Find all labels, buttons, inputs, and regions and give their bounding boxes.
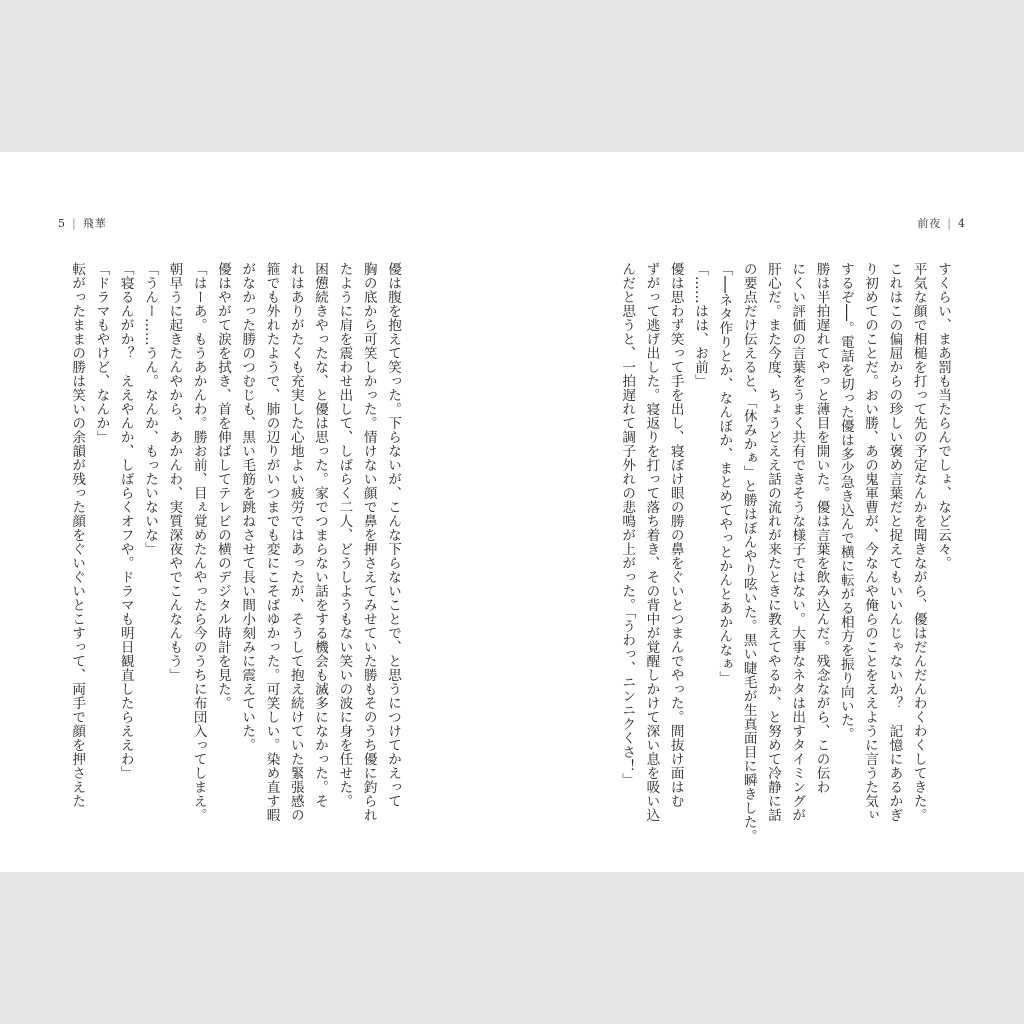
right-page-number: 4: [958, 217, 966, 230]
right-chapter-title: 前夜: [917, 217, 942, 230]
right-page-header: [917, 215, 966, 231]
text-line: んだと思うと、一拍遅れて調子外れの悲鳴が上がった。「うわっ、ニンニクくさ！」: [619, 262, 636, 788]
text-line: にくい評価の言葉をうまく共有できそうな様子ではない。大事なネタは出すタイミングが: [789, 262, 806, 822]
text-line: 「……はは、お前」: [692, 262, 709, 388]
text-line: これはこの偏屈からの珍しい褒め言葉だと捉えてもいいんじゃないか？ 記憶にあるかぎ: [886, 262, 903, 822]
left-header-separator: |: [72, 217, 77, 230]
text-line: 肝心だ。また今度、ちょうどええ話の流れが来たときに教えてやるか、と努めて冷静に話: [764, 262, 781, 822]
text-line: 胸の底から可笑しかった。情けない顔で鼻を押さえてみせていた勝もそのうち優に釣られ: [360, 262, 377, 822]
text-line: 箍でも外れたようで、肺の辺りがいつまでも変にこそばゆかった。可笑しい。染め直す暇: [263, 262, 280, 822]
text-line: ずがって逃げ出した。寝返りを打って落ち着き、その背中が覚醒しかけて深い息を吸い込: [643, 262, 660, 822]
text-line: 優は思わず笑って手を出し、寝ぼけ眼の勝の鼻をぐいとつまんでやった。間抜け面はむ: [667, 262, 684, 808]
text-line: 優は腹を抱えて笑った。下らないが、こんな下らないことで、と思うにつけてかえって: [385, 262, 401, 808]
text-line: すくらい、まあ罰も当たらんでしょ、など云々。: [935, 262, 951, 570]
text-line: 優はやがて涙を拭き、首を伸ばしてテレビの横のデジタル時計を見た。: [214, 262, 231, 710]
text-line: 「うんー……うん。なんか、もったいないな」: [142, 262, 159, 556]
text-line: たように肩を震わせ出して、しばらく二人、どうしようもない笑いの波に身を任せた。: [336, 262, 353, 808]
right-header-separator: |: [947, 217, 952, 230]
right-page-body: [619, 262, 955, 844]
book-spread: [0, 152, 1024, 872]
text-line: するぞ──。電話を切った優は多少急き込んで横に転がる相方を振り向いた。: [837, 262, 854, 742]
text-line: 勝は半拍遅れてやっと薄目を開いた。優は言葉を飲み込んだ。残念ながら、この伝わ: [813, 262, 830, 794]
text-line: 平気な顔で相槌を打って先の予定なんかを聞きながら、優はだんだんわくわくしてきた。: [910, 262, 927, 822]
text-line: れはありがたくも充実した心地よい疲労ではあったが、そうして抱え続けていた緊張感の: [287, 262, 304, 822]
text-line: 「ドラマもやけど、なんか」: [93, 262, 110, 444]
text-line: がなかった勝のつむじも、黒い毛筋を跳ねさせて長い間小刻みに震えていた。: [239, 262, 256, 752]
text-line: 困憊続きやったな、と優は思った。家でつまらない話をする機会も滅多になかった。そ: [312, 262, 329, 808]
text-line: 「寝るんがか？ ええやんか、しばらくオフや。ドラマも明日観直したらええわ」: [117, 262, 134, 780]
left-chapter-title: 飛華: [82, 217, 107, 230]
text-line: 「はーあ。もうあかんわ。勝お前、目ぇ覚めたんやったら今のうちに布団入ってしまえ。: [190, 262, 207, 822]
text-line: の要点だけ伝えると、「休みかぁ」と勝はぼんやり呟いた。黒い睫毛が生真面目に瞬きした。: [740, 262, 757, 844]
text-line: 「──ネタ作りとか、なんぼか、まとめてやっとかんとあかんなぁ」: [716, 262, 733, 686]
text-line: り初めてのことだ。おい勝、あの鬼軍曹が、今なんや俺らのことをええように言うた気ぃ: [862, 262, 879, 822]
left-page-number: 5: [58, 217, 66, 230]
text-line: 転がったままの勝は笑いの余韻が残った顔をぐいぐいとこすって、両手で顔を押さえた: [69, 262, 86, 808]
left-page-header: [58, 215, 107, 231]
left-page-body: [65, 262, 405, 822]
text-line: 朝早うに起きたんやから、あかんわ、実質深夜やでこんなんもう」: [166, 262, 183, 682]
